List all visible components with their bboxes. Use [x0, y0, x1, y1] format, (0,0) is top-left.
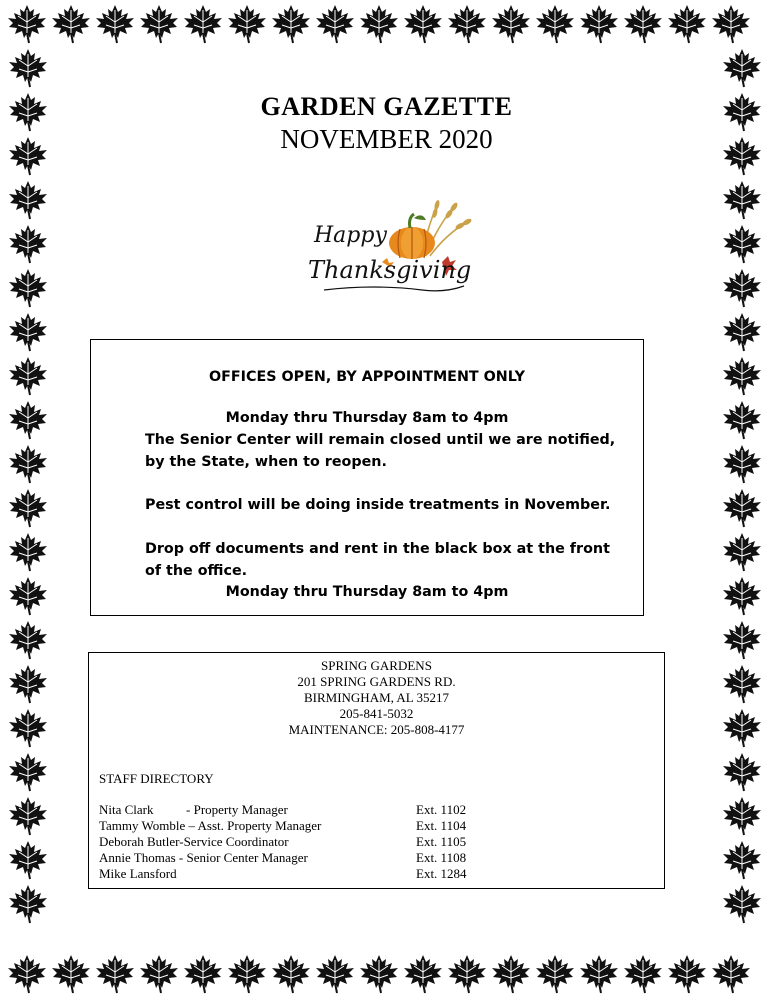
staff-row: [99, 866, 499, 882]
thanksgiving-text: Thanksgiving: [308, 256, 472, 284]
staff-name: Mike Lansford: [99, 866, 177, 881]
staff-row: [99, 818, 499, 834]
border-left: [0, 46, 58, 950]
maintenance-phone: MAINTENANCE: 205-808-4177: [288, 722, 465, 737]
border-right: [712, 46, 773, 950]
staff-name: Tammy Womble – Asst. Property Manager: [99, 818, 322, 833]
staff-list: [99, 802, 499, 882]
page-subtitle: NOVEMBER 2020: [280, 124, 493, 154]
pest-control-notice: Pest control will be doing inside treatments in November.: [145, 497, 611, 513]
staff-extension: Ext. 1104: [416, 818, 467, 833]
office-hours-repeat: Monday thru Thursday 8am to 4pm: [225, 584, 509, 600]
staff-row: [99, 850, 499, 866]
city-state-zip: BIRMINGHAM, AL 35217: [303, 690, 450, 705]
notice-heading: OFFICES OPEN, BY APPOINTMENT ONLY: [208, 369, 525, 385]
staff-row: [99, 834, 499, 850]
staff-name: Annie Thomas - Senior Center Manager: [99, 850, 308, 865]
staff-name: Nita Clark - Property Manager: [99, 802, 288, 817]
contact-box: [88, 652, 665, 889]
office-phone: 205-841-5032: [339, 706, 414, 721]
staff-extension: Ext. 1102: [416, 802, 467, 817]
staff-extension: Ext. 1284: [416, 866, 467, 881]
happy-text: Happy: [314, 223, 387, 248]
staff-extension: Ext. 1108: [416, 850, 467, 865]
staff-directory-title: STAFF DIRECTORY: [99, 771, 214, 786]
address-block: [89, 658, 664, 738]
property-name: SPRING GARDENS: [321, 658, 432, 673]
street-address: 201 SPRING GARDENS RD.: [297, 674, 456, 689]
thanksgiving-art: [304, 192, 480, 304]
office-notice-box: [90, 339, 644, 616]
pumpkin-icon: [389, 214, 435, 259]
staff-extension: Ext. 1105: [416, 834, 467, 849]
staff-name: Deborah Butler-Service Coordinator: [99, 834, 289, 849]
border-bottom: [0, 950, 773, 1000]
staff-row: [99, 802, 499, 818]
border-top: [0, 0, 773, 46]
drop-off-notice: Drop off documents and rent in the black box at the front of the office.: [145, 541, 610, 579]
page-title: GARDEN GAZETTE: [260, 92, 513, 121]
office-hours: Monday thru Thursday 8am to 4pm: [225, 410, 509, 426]
senior-center-notice: The Senior Center will remain closed until we are notified, by the State, when to reopen.: [145, 432, 616, 470]
